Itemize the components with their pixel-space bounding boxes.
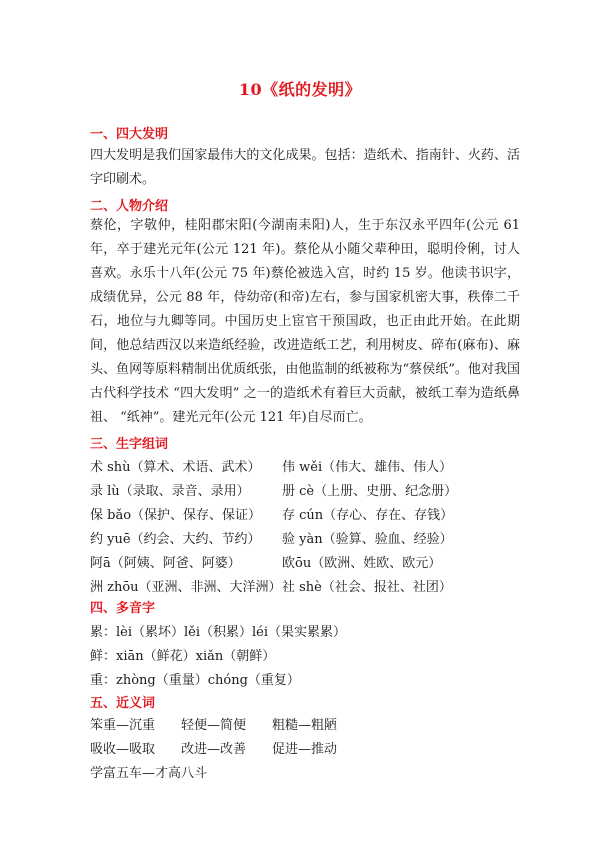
- word-entry: 约 yuē（约会、大约、节约）: [90, 532, 261, 547]
- word-entry: 伟 wěi（伟大、雄伟、伟人）: [282, 460, 453, 475]
- section-paragraph-person-intro: 蔡伦，字敬仲，桂阳郡宋阳(今湖南耒阳)人，生于东汉永平四年(公元 61 年，卒于建光元年(公元 121 年)。蔡伦从小随父辈种田，聪明伶俐，讨人喜欢。永乐十八年(公元 75 年)蔡伦被选入宫，时约 15 岁。他读书识字，成绩优异，公元 88 年，侍幼帝(和帝)左右，参与国家机密大事，秩俸二千石，地位与九卿等同。中国历史上宦官干预国政，也正由此开始。在此期间，他总结西汉以来造纸经验，改进造纸工艺，利用树皮、碎布(麻布)、麻头、鱼网等原料精制出优质纸张，由他监制的纸被称为“蔡侯纸”。他对我国古代科学技术 “四大发明” 之一的造纸术有着巨大贡献，被纸工奉为造纸鼻祖、 “纸神”。建光元年(公元 121 年)自尽而亡。: [90, 218, 520, 425]
- polyphone-line: 累：lèi（累坏）lěi（积累）léi（果实累累）: [90, 625, 347, 640]
- section-heading-synonyms: 五、近义词: [90, 696, 156, 711]
- word-entry: 欧ōu（欧洲、姓欧、欧元）: [282, 556, 442, 571]
- polyphone-line: 鲜：xiān（鲜花）xiǎn（朝鲜）: [90, 649, 276, 664]
- word-entry: 术 shù（算术、术语、武术）: [90, 460, 261, 475]
- section-paragraph-four-inventions: 四大发明是我们国家最伟大的文化成果。包括：造纸术、指南针、火药、活字印刷术。: [90, 148, 520, 187]
- document-title: 10《纸的发明》: [238, 80, 362, 99]
- synonym-line: 吸收—吸取 改进—改善 促进—推动: [90, 742, 338, 757]
- synonym-line: 学富五车—才高八斗: [90, 766, 208, 781]
- synonym-line: 笨重—沉重 轻便—简便 粗糙—粗陋: [90, 718, 338, 733]
- section-heading-four-inventions: 一、四大发明: [90, 127, 169, 142]
- word-entry: 社 shè（社会、报社、社团）: [282, 580, 452, 595]
- section-heading-new-words: 三、生字组词: [90, 437, 169, 452]
- word-entry: 册 cè（上册、史册、纪念册）: [282, 484, 458, 499]
- polyphone-line: 重：zhòng（重量）chóng（重复）: [90, 673, 300, 688]
- word-entry: 录 lù（录取、录音、录用）: [90, 484, 250, 499]
- section-heading-person-intro: 二、人物介绍: [90, 199, 169, 214]
- word-entry: 洲 zhōu（亚洲、非洲、大洋洲）: [90, 580, 282, 595]
- word-entry: 验 yàn（验算、验血、经验）: [282, 532, 453, 547]
- word-entry: 存 cún（存心、存在、存钱）: [282, 508, 454, 523]
- word-entry: 阿ā（阿姨、阿爸、阿婆）: [90, 556, 241, 571]
- section-heading-polyphones: 四、多音字: [90, 601, 156, 616]
- word-entry: 保 bǎo（保护、保存、保证）: [90, 508, 262, 523]
